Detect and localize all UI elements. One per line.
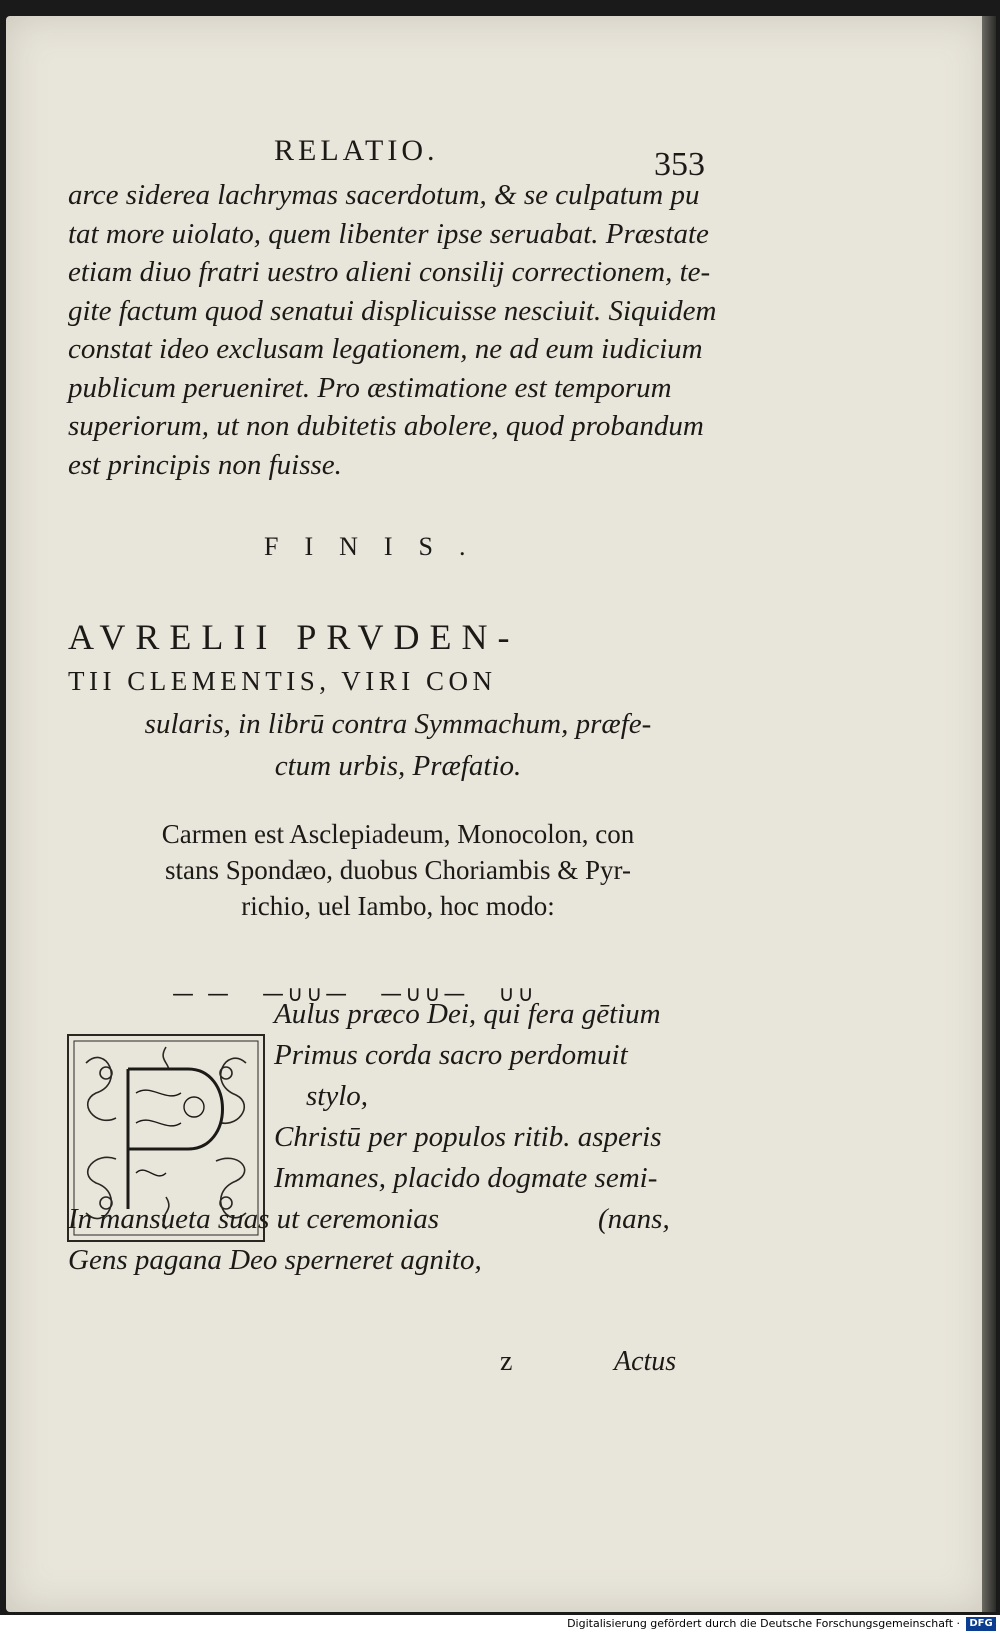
verse-line: Christū per populos ritib. asperis — [274, 1121, 662, 1153]
book-edge — [982, 16, 996, 1612]
verse-line: stylo, — [306, 1080, 369, 1112]
meter-note-line: Carmen est Asclepiadeum, Monocolon, con — [161, 819, 635, 849]
signature-mark: z — [500, 1346, 513, 1377]
verse-line: In mansueta suas ut ceremonias — [68, 1203, 440, 1235]
body-line: tat more uiolato, quem libenter ipse seruabat. Præstate — [68, 217, 709, 250]
finis-heading: FINIS. — [264, 532, 492, 561]
body-line: est principis non fuisse. — [68, 448, 342, 481]
running-title: RELATIO. — [274, 134, 439, 167]
body-text — [68, 176, 718, 484]
body-line: arce siderea lachrymas sacerdotum, & se culpatum pu — [68, 179, 700, 211]
funding-note: Digitalisierung gefördert durch die Deutsche Forschungsgemeinschaft · — [567, 1617, 960, 1630]
body-line: constat ideo exclusam legationem, ne ad eum iudicium — [68, 333, 703, 365]
body-line: publicum perueniret. Pro æstimatione est temporum — [68, 371, 672, 404]
meter-note-line: richio, uel Iambo, hoc modo: — [241, 891, 555, 921]
page-number: 353 — [654, 146, 705, 183]
heading-line-1: AVRELII PRVDEN- — [68, 617, 520, 657]
body-line: superiorum, ut non dubitetis abolere, quod probandum — [68, 410, 704, 442]
body-line: gite factum quod senatui displicuisse nesciuit. Siquidem — [68, 294, 717, 327]
meter-note — [68, 816, 728, 924]
verse-line: Gens pagana Deo sperneret agnito, — [68, 1244, 482, 1276]
catchword: Actus — [614, 1346, 677, 1377]
verse-line: Immanes, placido dogmate semi- — [274, 1162, 658, 1194]
verse-line: Primus corda sacro perdomuit — [274, 1039, 628, 1071]
meter-note-line: stans Spondæo, duobus Choriambis & Pyr- — [165, 855, 631, 885]
verse-line: Aulus præco Dei, qui fera gētium — [274, 998, 661, 1030]
dfg-logo: DFG — [966, 1617, 996, 1631]
verse-runover: (nans, — [598, 1203, 670, 1235]
body-line: etiam diuo fratri uestro alieni consilij correctionem, te- — [68, 256, 711, 288]
heading-line-2: TII CLEMENTIS, VIRI CON — [68, 666, 497, 696]
book-page — [6, 16, 988, 1612]
running-header — [264, 128, 724, 183]
heading-line-3: sularis, in librū contra Symmachum, præfe- — [144, 708, 652, 740]
heading-line-4: ctum urbis, Præfatio. — [274, 750, 522, 782]
meter-marks: — — —∪∪— —∪∪— ∪∪ — [172, 982, 537, 1007]
